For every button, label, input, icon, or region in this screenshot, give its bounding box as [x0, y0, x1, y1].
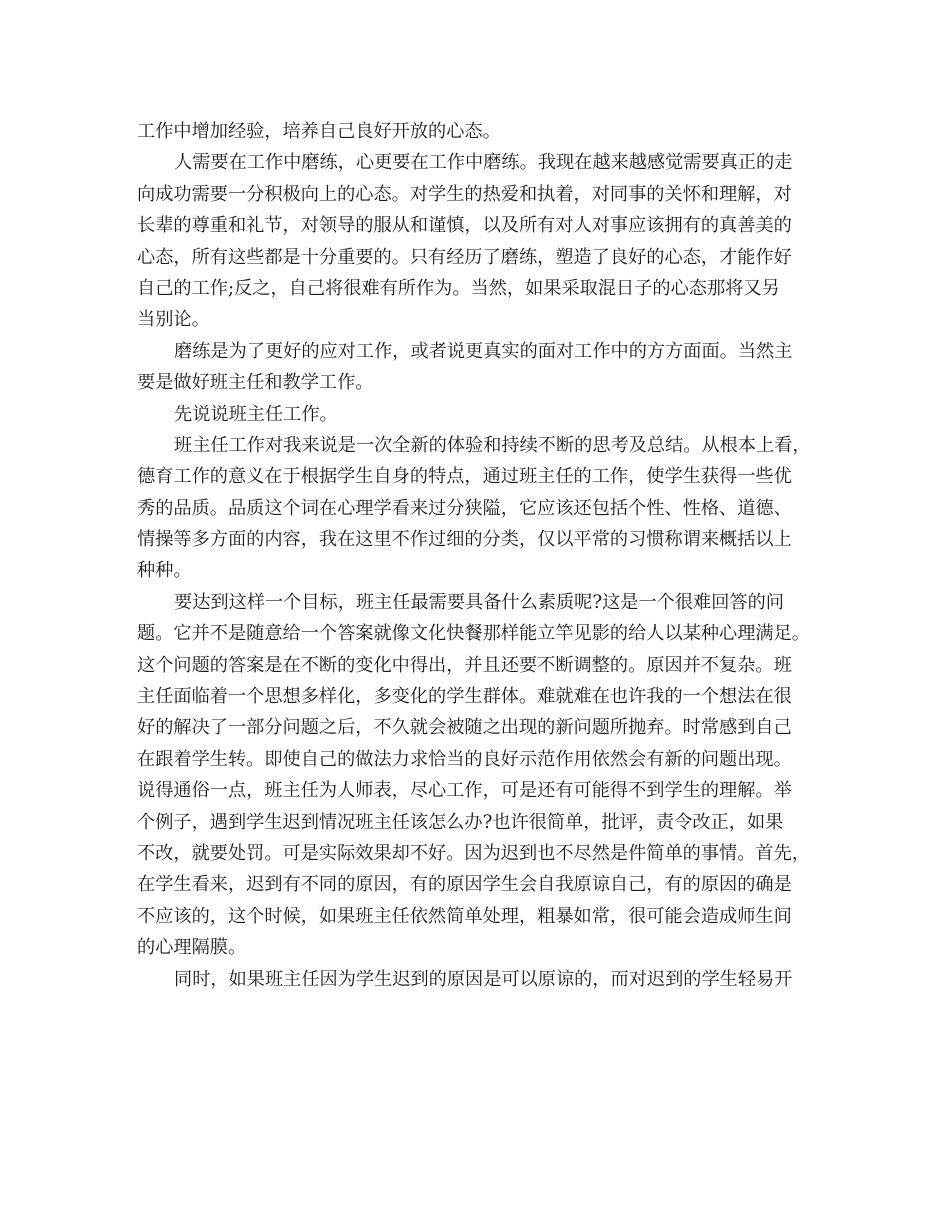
text-line: 班主任工作对我来说是一次全新的体验和持续不断的思考及总结。从根本上看， [174, 434, 811, 456]
text-line: 说得通俗一点，班主任为人师表，尽心工作，可是还有可能得不到学生的理解。举 [137, 780, 792, 802]
text-line: 磨练是为了更好的应对工作，或者说更真实的面对工作中的方方面面。当然主 [174, 340, 793, 362]
text-line: 人需要在工作中磨练，心更要在工作中磨练。我现在越来越感觉需要真正的走 [174, 152, 793, 174]
text-line: 种种。 [137, 560, 192, 582]
text-line: 主任面临着一个思想多样化，多变化的学生群体。难就难在也许我的一个想法在很 [137, 686, 792, 708]
text-line: 的心理隔膜。 [137, 937, 247, 959]
document-body [137, 116, 827, 995]
text-line: 工作中增加经验，培养自己良好开放的心态。 [137, 121, 501, 142]
text-line: 先说说班主任工作。 [174, 403, 338, 425]
text-line: 自己的工作;反之，自己将很难有所作为。当然，如果采取混日子的心态那将又另 [137, 277, 780, 299]
text-line: 情操等多方面的内容，我在这里不作过细的分类，仅以平常的习惯称谓来概括以上 [137, 529, 792, 551]
text-line: 这个问题的答案是在不断的变化中得出，并且还要不断调整的。原因并不复杂。班 [137, 654, 792, 676]
text-line: 好的解决了一部分问题之后，不久就会被随之出现的新问题所抛弃。时常感到自己 [137, 717, 792, 739]
text-line: 秀的品质。品质这个词在心理学看来过分狭隘，它应该还包括个性、性格、道德、 [137, 497, 792, 519]
text-line: 要是做好班主任和教学工作。 [137, 372, 374, 394]
text-line: 同时，如果班主任因为学生迟到的原因是可以原谅的，而对迟到的学生轻易开 [174, 968, 793, 990]
text-line: 在跟着学生转。即使自己的做法力求恰当的良好示范作用依然会有新的问题出现。 [137, 748, 792, 770]
text-line: 在学生看来，迟到有不同的原因，有的原因学生会自我原谅自己，有的原因的确是 [137, 874, 792, 896]
text-line: 心态，所有这些都是十分重要的。只有经历了磨练，塑造了良好的心态，才能作好 [137, 246, 792, 268]
text-line: 题。它并不是随意给一个答案就像文化快餐那样能立竿见影的给人以某种心理满足。 [137, 623, 810, 645]
text-line: 个例子，遇到学生迟到情况班主任该怎么办?也许很简单，批评，责令改正，如果 [137, 811, 784, 833]
text-line: 不应该的，这个时候，如果班主任依然简单处理，粗暴如常，很可能会造成师生间 [137, 905, 792, 927]
text-line: 不改，就要处罚。可是实际效果却不好。因为迟到也不尽然是件简单的事情。首先， [137, 842, 810, 864]
text-line: 长辈的尊重和礼节，对领导的服从和谨慎，以及所有对人对事应该拥有的真善美的 [137, 215, 792, 237]
text-line: 向成功需要一分积极向上的心态。对学生的热爱和执着，对同事的关怀和理解，对 [137, 183, 792, 205]
text-line: 德育工作的意义在于根据学生自身的特点，通过班主任的工作，使学生获得一些优 [137, 466, 792, 488]
text-line: 当别论。 [137, 309, 210, 331]
text-line: 要达到这样一个目标，班主任最需要具备什么素质呢?这是一个很难回答的问 [174, 591, 784, 613]
